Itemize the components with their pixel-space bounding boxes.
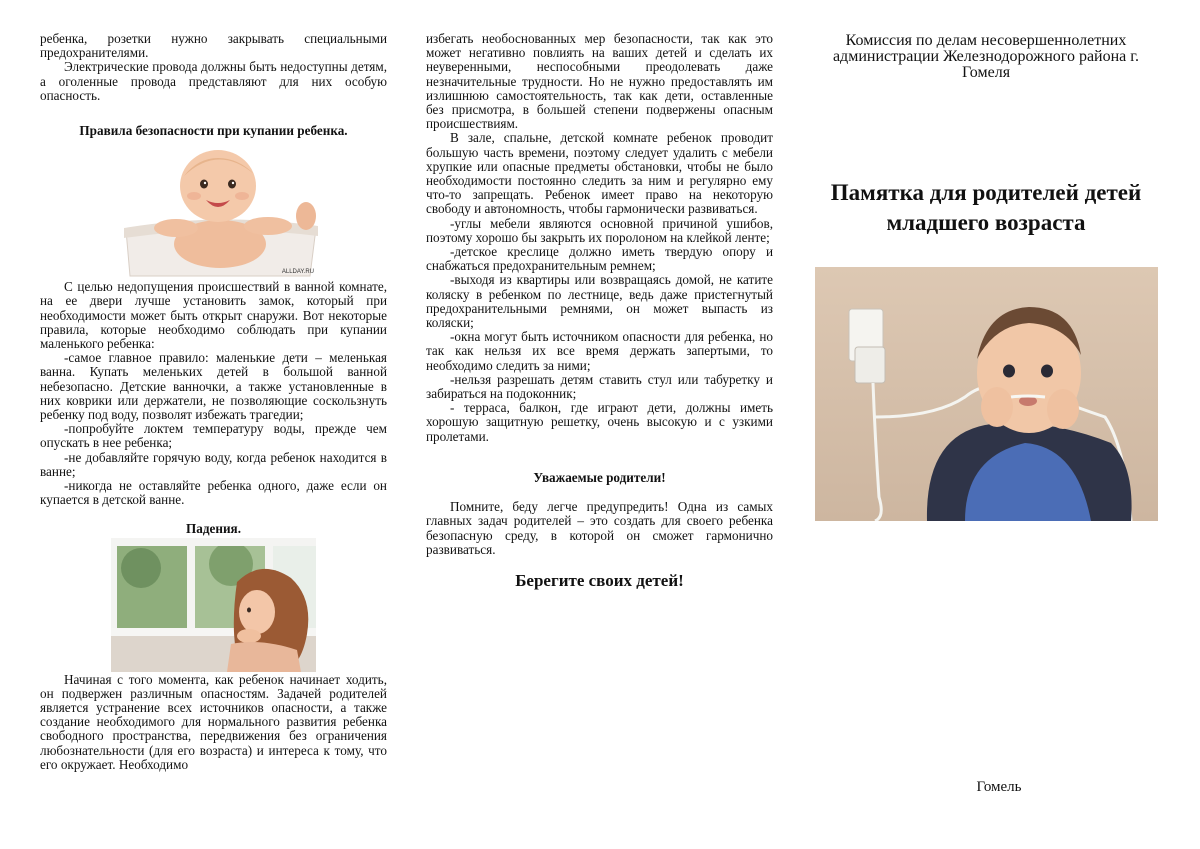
bath-rule-1: -самое главное правило: маленькие дети – меленькая ванна. Купать меленьких детей в большой ванной небезопасно. Детские ванночки, а также установленные в них коврики или держатели, не позволяющие соскользнуть ребенку под воду, позволят избежать трагедии; [40, 350, 387, 423]
parents-heading: Уважаемые родители! [533, 469, 666, 485]
room-rule-3: -выходя из квартиры или возвращаясь домой, не катите коляску в ребенком по лестнице, ведь даже пристегнутый предохранительными ремнями, он может выпасть из коляски; [426, 272, 773, 331]
bath-intro-paragraph: С целью недопущения происшествий в ванной комнате, на ее двери лучше установить замок, который при необходимости может быть открыт снаружи. Вот некоторые правила, которые необходимо соблюдать при купании маленького ребенка: [40, 279, 387, 352]
remember-paragraph: Помните, беду легче предупредить! Одна из самых главных задач родителей – это создать для своего ребенка безопасную среду, в которой он сможет гармонично развиваться. [426, 499, 773, 557]
organization-name: Комиссия по делам несовершеннолетних администрации Железнодорожного района г. Гомеля [832, 32, 1140, 81]
brochure-title: Памятка для родителей детей младшего возраста [830, 180, 1142, 235]
window-girl-photo [111, 538, 316, 672]
room-rule-2: -детское креслице должно иметь твердую опору и снабжаться предохранительным ремнем; [426, 244, 773, 274]
left-column [40, 32, 387, 772]
falls-heading: Падения. [185, 521, 241, 537]
room-rule-4: -окна могут быть источником опасности для ребенка, но так как нельзя их все время держать запертыми, то необходимо следить за ними; [426, 329, 773, 373]
watermark-text: ALLDAY.RU [281, 269, 314, 276]
bath-baby-photo [120, 146, 322, 279]
bath-rule-4: -никогда не оставляйте ребенка одного, даже если он купается в детской ванне. [40, 478, 387, 508]
bath-rule-2: -попробуйте локтем температуру воды, прежде чем опускать в нее ребенка; [40, 421, 387, 451]
continuation-paragraph: избегать необоснованных мер безопасности, так как это может негативно повлиять на ваших детей и сделать их неуверенными, неспособными преодолевать даже незначительные трудности. Но не нужно предоставлять им излишнюю самостоятельность, так как дети, оставленные без присмотра, в большей степени подвержены опасным происшествиям. [426, 31, 773, 132]
middle-column [426, 32, 773, 591]
bath-rule-3: -не добавляйте горячую воду, когда ребенок находится в ванне; [40, 449, 387, 479]
falls-paragraph: Начиная с того момента, как ребенок начинает ходить, он подвержен различным опасностям. Задачей родителей является устранение всех источников опасности, а также создание необходимого для нормального развития ребенка свободного пространства, передвижения без ограничения любознательности (для его возраста) и интереса к тому, что его окружает. Необходимо [40, 671, 387, 772]
city-name: Гомель [976, 779, 1022, 795]
room-rule-5: -нельзя разрешать детям ставить стул или табуретку и забираться на подоконник; [426, 371, 773, 402]
intro-paragraph: ребенка, розетки нужно закрывать специальными предохранителями. [40, 31, 387, 61]
room-rule-6: - терраса, балкон, где играют дети, должны иметь хорошую защитную решетку, очень высокую и с узкими пролетами. [426, 400, 773, 444]
rooms-paragraph: В зале, спальне, детской комнате ребенок проводит большую часть времени, поэтому следует удалить с мебели хрупкие или опасные предметы обстановки, чтобы не было необходимости постоянно следить за ним и регулярно ему что-то запрещать. Ребенок имеет право на некоторую свободу и автономность, чтобы гармонически развиваться. [426, 130, 773, 217]
cover-column [812, 0, 1160, 849]
room-rule-1: -углы мебели являются основной причиной ушибов, поэтому хорошо бы закрыть их поролоном на клейкой ленте; [426, 215, 773, 245]
bath-heading: Правила безопасности при купании ребенка. [79, 123, 348, 139]
electric-paragraph: Электрические провода должны быть недоступны детям, а оголенные провода представляют для них особую опасность. [40, 59, 387, 103]
final-heading: Берегите своих детей! [515, 570, 684, 590]
cover-baby-photo [815, 267, 1158, 521]
